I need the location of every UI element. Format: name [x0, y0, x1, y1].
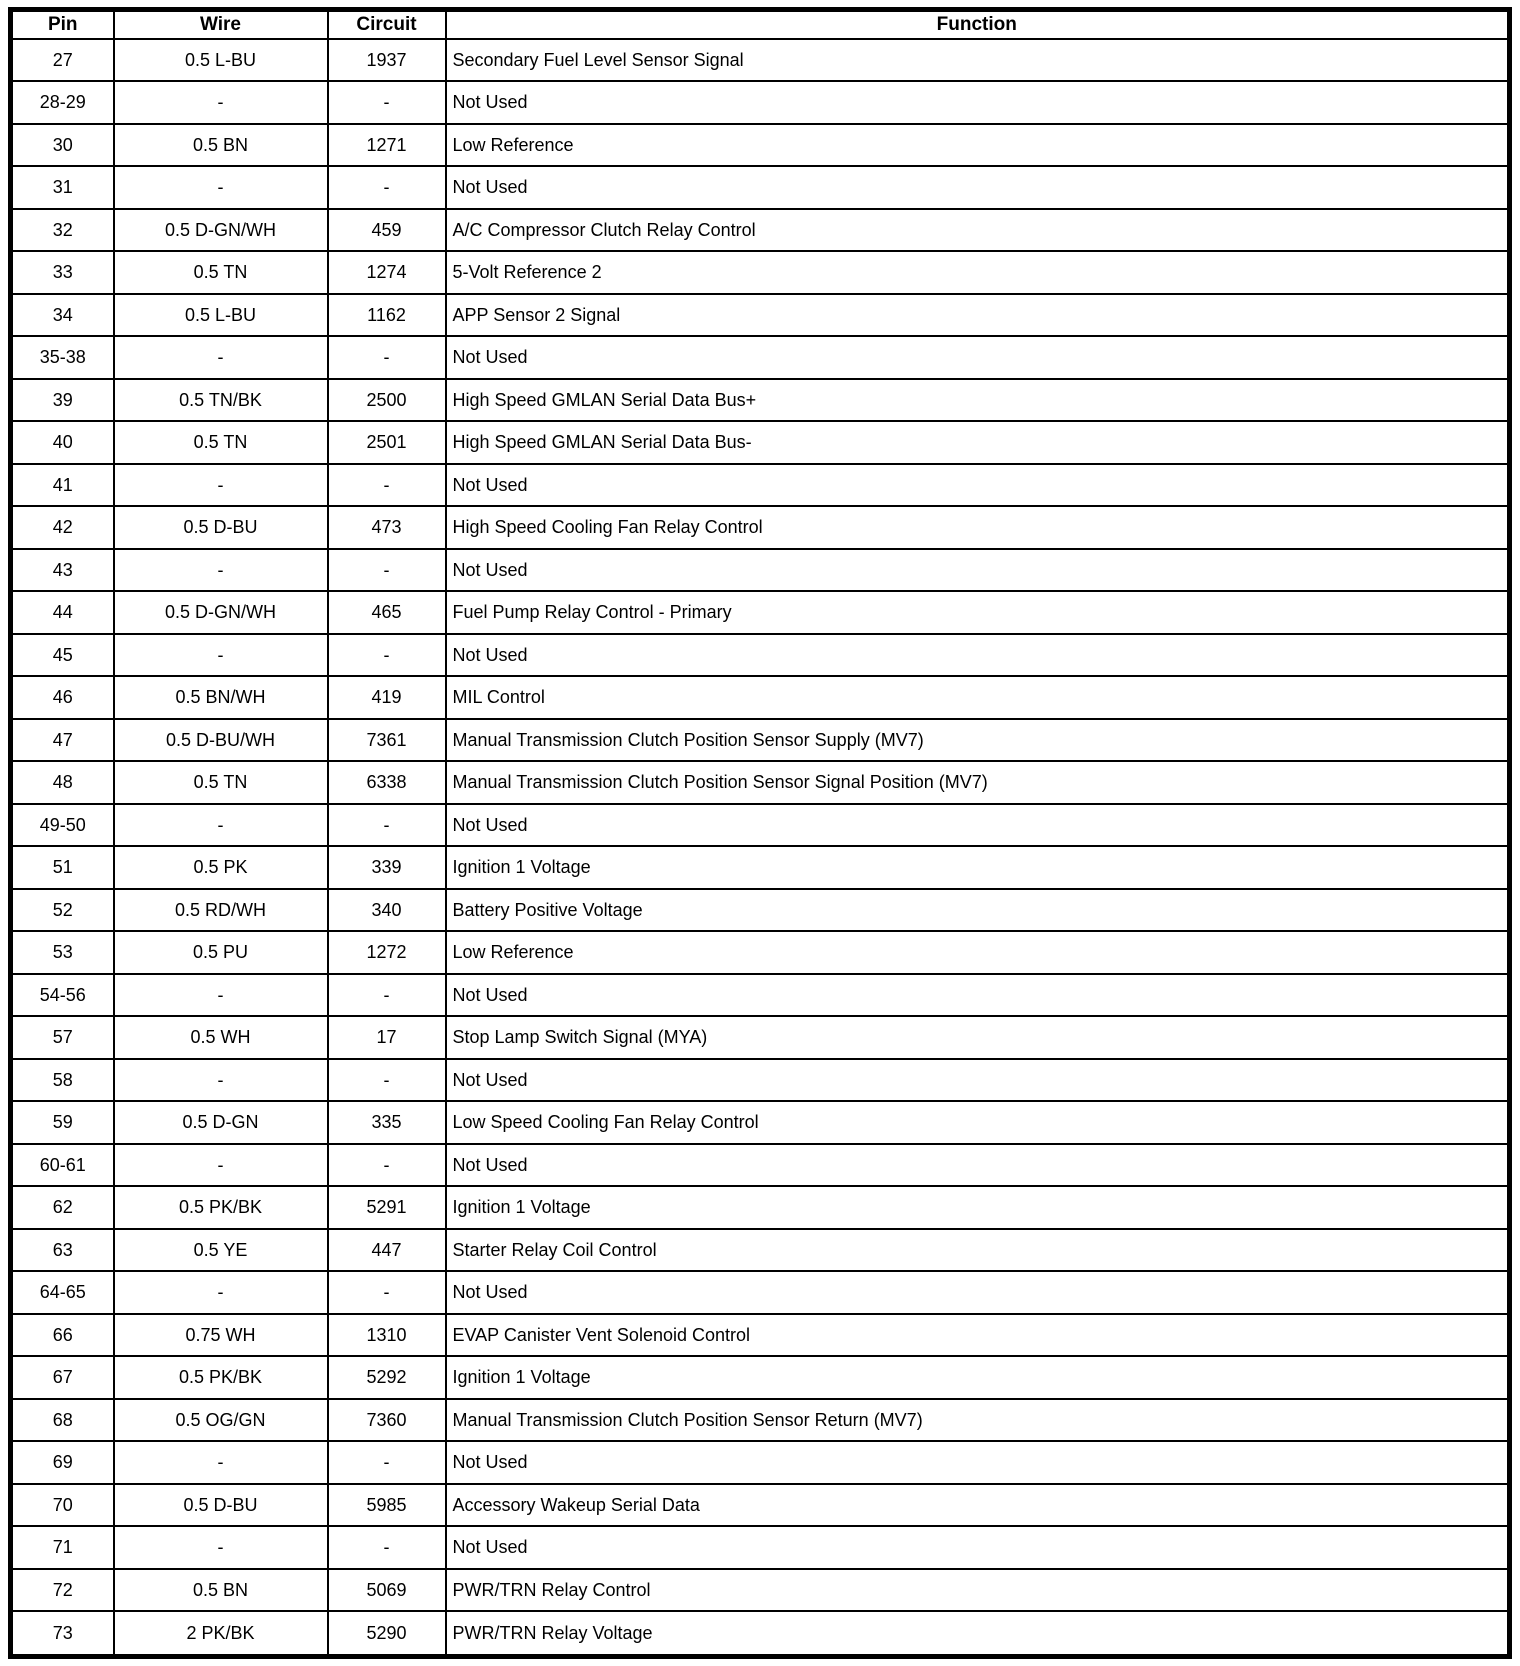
- pin-cell: 35-38: [11, 336, 114, 379]
- circuit-cell: -: [328, 974, 446, 1017]
- circuit-cell: 339: [328, 846, 446, 889]
- wire-cell: -: [114, 974, 328, 1017]
- function-cell: Not Used: [446, 1441, 1510, 1484]
- function-cell: Not Used: [446, 1271, 1510, 1314]
- wire-cell: 0.5 TN: [114, 761, 328, 804]
- pin-cell: 72: [11, 1569, 114, 1612]
- function-cell: High Speed GMLAN Serial Data Bus-: [446, 421, 1510, 464]
- function-cell: Ignition 1 Voltage: [446, 1186, 1510, 1229]
- table-row: [11, 379, 1510, 422]
- pin-cell: 42: [11, 506, 114, 549]
- circuit-cell: -: [328, 166, 446, 209]
- function-cell: Low Speed Cooling Fan Relay Control: [446, 1101, 1510, 1144]
- pin-cell: 28-29: [11, 81, 114, 124]
- wire-cell: 0.5 L-BU: [114, 39, 328, 82]
- function-cell: Not Used: [446, 166, 1510, 209]
- wire-cell: 0.5 WH: [114, 1016, 328, 1059]
- function-cell: Secondary Fuel Level Sensor Signal: [446, 39, 1510, 82]
- pin-cell: 44: [11, 591, 114, 634]
- table-row: [11, 1399, 1510, 1442]
- table-row: [11, 421, 1510, 464]
- wire-cell: -: [114, 81, 328, 124]
- table-row: [11, 1101, 1510, 1144]
- wire-cell: -: [114, 804, 328, 847]
- function-cell: Low Reference: [446, 931, 1510, 974]
- table-row: [11, 804, 1510, 847]
- wire-cell: -: [114, 634, 328, 677]
- pin-cell: 34: [11, 294, 114, 337]
- table-row: [11, 39, 1510, 82]
- table-row: [11, 591, 1510, 634]
- circuit-cell: 5985: [328, 1484, 446, 1527]
- wire-cell: -: [114, 1271, 328, 1314]
- pinout-table-header: [11, 10, 1510, 39]
- circuit-cell: 2501: [328, 421, 446, 464]
- wire-cell: 0.5 PK: [114, 846, 328, 889]
- wire-cell: -: [114, 464, 328, 507]
- table-row: [11, 931, 1510, 974]
- function-cell: Not Used: [446, 549, 1510, 592]
- pin-cell: 71: [11, 1526, 114, 1569]
- function-cell: APP Sensor 2 Signal: [446, 294, 1510, 337]
- wire-cell: -: [114, 1144, 328, 1187]
- table-row: [11, 1186, 1510, 1229]
- header-pin: Pin: [11, 10, 114, 39]
- function-cell: Manual Transmission Clutch Position Sensor Signal Position (MV7): [446, 761, 1510, 804]
- circuit-cell: -: [328, 81, 446, 124]
- pin-cell: 52: [11, 889, 114, 932]
- circuit-cell: 447: [328, 1229, 446, 1272]
- pin-cell: 57: [11, 1016, 114, 1059]
- circuit-cell: -: [328, 804, 446, 847]
- circuit-cell: 5069: [328, 1569, 446, 1612]
- function-cell: A/C Compressor Clutch Relay Control: [446, 209, 1510, 252]
- function-cell: 5-Volt Reference 2: [446, 251, 1510, 294]
- function-cell: Not Used: [446, 1526, 1510, 1569]
- function-cell: Low Reference: [446, 124, 1510, 167]
- function-cell: Accessory Wakeup Serial Data: [446, 1484, 1510, 1527]
- wire-cell: 0.5 TN/BK: [114, 379, 328, 422]
- table-row: [11, 1016, 1510, 1059]
- circuit-cell: 1310: [328, 1314, 446, 1357]
- wire-cell: 0.5 D-GN/WH: [114, 591, 328, 634]
- table-row: [11, 81, 1510, 124]
- circuit-cell: -: [328, 1144, 446, 1187]
- table-row: [11, 1484, 1510, 1527]
- header-circuit: Circuit: [328, 10, 446, 39]
- wire-cell: 0.75 WH: [114, 1314, 328, 1357]
- wire-cell: -: [114, 1441, 328, 1484]
- circuit-cell: 17: [328, 1016, 446, 1059]
- circuit-cell: 473: [328, 506, 446, 549]
- header-wire: Wire: [114, 10, 328, 39]
- circuit-cell: -: [328, 1059, 446, 1102]
- function-cell: Not Used: [446, 1059, 1510, 1102]
- pin-cell: 48: [11, 761, 114, 804]
- circuit-cell: -: [328, 1526, 446, 1569]
- pin-cell: 43: [11, 549, 114, 592]
- pin-cell: 69: [11, 1441, 114, 1484]
- pin-cell: 27: [11, 39, 114, 82]
- circuit-cell: 335: [328, 1101, 446, 1144]
- table-row: [11, 676, 1510, 719]
- table-row: [11, 1526, 1510, 1569]
- pin-cell: 32: [11, 209, 114, 252]
- pin-cell: 31: [11, 166, 114, 209]
- pin-cell: 70: [11, 1484, 114, 1527]
- pin-cell: 45: [11, 634, 114, 677]
- wire-cell: 0.5 OG/GN: [114, 1399, 328, 1442]
- table-row: [11, 124, 1510, 167]
- circuit-cell: 1271: [328, 124, 446, 167]
- pin-cell: 66: [11, 1314, 114, 1357]
- table-row: [11, 251, 1510, 294]
- wire-cell: 0.5 BN/WH: [114, 676, 328, 719]
- table-row: [11, 464, 1510, 507]
- function-cell: MIL Control: [446, 676, 1510, 719]
- circuit-cell: 459: [328, 209, 446, 252]
- function-cell: Not Used: [446, 81, 1510, 124]
- wire-cell: 0.5 PU: [114, 931, 328, 974]
- wire-cell: 0.5 TN: [114, 251, 328, 294]
- table-row: [11, 1229, 1510, 1272]
- wire-cell: -: [114, 1059, 328, 1102]
- table-row: [11, 846, 1510, 889]
- table-row: [11, 1271, 1510, 1314]
- circuit-cell: 5291: [328, 1186, 446, 1229]
- pin-cell: 68: [11, 1399, 114, 1442]
- pinout-table: [8, 7, 1512, 1659]
- wire-cell: 0.5 D-BU: [114, 1484, 328, 1527]
- circuit-cell: 7360: [328, 1399, 446, 1442]
- wire-cell: 0.5 BN: [114, 1569, 328, 1612]
- circuit-cell: -: [328, 1271, 446, 1314]
- function-cell: PWR/TRN Relay Control: [446, 1569, 1510, 1612]
- function-cell: Fuel Pump Relay Control - Primary: [446, 591, 1510, 634]
- table-row: [11, 549, 1510, 592]
- table-row: [11, 506, 1510, 549]
- circuit-cell: -: [328, 464, 446, 507]
- circuit-cell: -: [328, 634, 446, 677]
- wire-cell: -: [114, 1526, 328, 1569]
- table-row: [11, 1356, 1510, 1399]
- pinout-table-body: [11, 39, 1510, 1657]
- table-row: [11, 209, 1510, 252]
- function-cell: Not Used: [446, 974, 1510, 1017]
- function-cell: EVAP Canister Vent Solenoid Control: [446, 1314, 1510, 1357]
- circuit-cell: 465: [328, 591, 446, 634]
- wire-cell: 0.5 D-GN: [114, 1101, 328, 1144]
- function-cell: Ignition 1 Voltage: [446, 846, 1510, 889]
- pin-cell: 53: [11, 931, 114, 974]
- pin-cell: 51: [11, 846, 114, 889]
- circuit-cell: 5292: [328, 1356, 446, 1399]
- table-row: [11, 1059, 1510, 1102]
- pin-cell: 58: [11, 1059, 114, 1102]
- table-row: [11, 719, 1510, 762]
- wire-cell: -: [114, 166, 328, 209]
- function-cell: Stop Lamp Switch Signal (MYA): [446, 1016, 1510, 1059]
- header-function: Function: [446, 10, 1510, 39]
- circuit-cell: 5290: [328, 1611, 446, 1656]
- function-cell: High Speed Cooling Fan Relay Control: [446, 506, 1510, 549]
- pin-cell: 73: [11, 1611, 114, 1656]
- pin-cell: 41: [11, 464, 114, 507]
- pin-cell: 59: [11, 1101, 114, 1144]
- pin-cell: 30: [11, 124, 114, 167]
- wire-cell: 0.5 BN: [114, 124, 328, 167]
- table-row: [11, 1441, 1510, 1484]
- table-row: [11, 1611, 1510, 1656]
- table-row: [11, 1314, 1510, 1357]
- circuit-cell: 340: [328, 889, 446, 932]
- pin-cell: 64-65: [11, 1271, 114, 1314]
- wire-cell: 0.5 D-BU/WH: [114, 719, 328, 762]
- wire-cell: -: [114, 549, 328, 592]
- function-cell: Battery Positive Voltage: [446, 889, 1510, 932]
- table-row: [11, 166, 1510, 209]
- circuit-cell: 2500: [328, 379, 446, 422]
- circuit-cell: 7361: [328, 719, 446, 762]
- wire-cell: 0.5 TN: [114, 421, 328, 464]
- pin-cell: 60-61: [11, 1144, 114, 1187]
- circuit-cell: 6338: [328, 761, 446, 804]
- function-cell: Not Used: [446, 1144, 1510, 1187]
- table-row: [11, 1144, 1510, 1187]
- wire-cell: -: [114, 336, 328, 379]
- circuit-cell: -: [328, 549, 446, 592]
- circuit-cell: 1272: [328, 931, 446, 974]
- table-row: [11, 889, 1510, 932]
- circuit-cell: 1274: [328, 251, 446, 294]
- circuit-cell: 1937: [328, 39, 446, 82]
- wire-cell: 2 PK/BK: [114, 1611, 328, 1656]
- circuit-cell: 419: [328, 676, 446, 719]
- function-cell: Starter Relay Coil Control: [446, 1229, 1510, 1272]
- table-row: [11, 1569, 1510, 1612]
- circuit-cell: -: [328, 1441, 446, 1484]
- function-cell: Not Used: [446, 634, 1510, 677]
- function-cell: Not Used: [446, 804, 1510, 847]
- pin-cell: 62: [11, 1186, 114, 1229]
- wire-cell: 0.5 PK/BK: [114, 1356, 328, 1399]
- wire-cell: 0.5 D-GN/WH: [114, 209, 328, 252]
- wire-cell: 0.5 L-BU: [114, 294, 328, 337]
- wire-cell: 0.5 YE: [114, 1229, 328, 1272]
- pin-cell: 33: [11, 251, 114, 294]
- function-cell: High Speed GMLAN Serial Data Bus+: [446, 379, 1510, 422]
- function-cell: Manual Transmission Clutch Position Sensor Return (MV7): [446, 1399, 1510, 1442]
- function-cell: PWR/TRN Relay Voltage: [446, 1611, 1510, 1656]
- circuit-cell: -: [328, 336, 446, 379]
- pin-cell: 46: [11, 676, 114, 719]
- pin-cell: 40: [11, 421, 114, 464]
- wire-cell: 0.5 PK/BK: [114, 1186, 328, 1229]
- table-row: [11, 761, 1510, 804]
- pin-cell: 67: [11, 1356, 114, 1399]
- table-row: [11, 336, 1510, 379]
- wire-cell: 0.5 RD/WH: [114, 889, 328, 932]
- circuit-cell: 1162: [328, 294, 446, 337]
- pin-cell: 49-50: [11, 804, 114, 847]
- wire-cell: 0.5 D-BU: [114, 506, 328, 549]
- header-row: [11, 10, 1510, 39]
- function-cell: Ignition 1 Voltage: [446, 1356, 1510, 1399]
- pin-cell: 47: [11, 719, 114, 762]
- function-cell: Not Used: [446, 464, 1510, 507]
- function-cell: Not Used: [446, 336, 1510, 379]
- table-row: [11, 974, 1510, 1017]
- table-row: [11, 294, 1510, 337]
- pin-cell: 39: [11, 379, 114, 422]
- function-cell: Manual Transmission Clutch Position Sensor Supply (MV7): [446, 719, 1510, 762]
- pin-cell: 54-56: [11, 974, 114, 1017]
- table-row: [11, 634, 1510, 677]
- pin-cell: 63: [11, 1229, 114, 1272]
